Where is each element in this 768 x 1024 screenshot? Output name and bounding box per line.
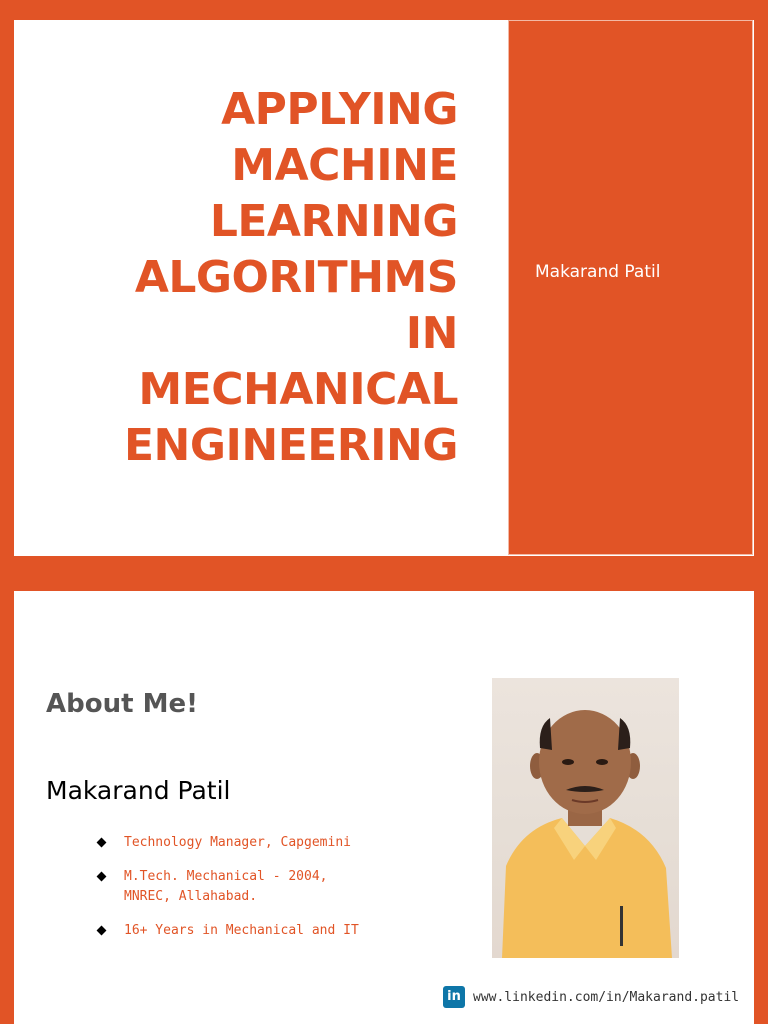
author-name: Makarand Patil <box>535 262 661 282</box>
person-name: Makarand Patil <box>46 776 231 805</box>
profile-photo <box>492 678 679 958</box>
diamond-bullet-icon <box>97 926 107 936</box>
bio-list <box>96 833 396 955</box>
about-heading: About Me! <box>46 689 198 719</box>
bullet-text: Technology Manager, Capgemini <box>124 835 351 850</box>
linkedin-url[interactable]: www.linkedin.com/in/Makarand.patil <box>473 989 740 1005</box>
diamond-bullet-icon <box>97 838 107 848</box>
presentation-title: APPLYING MACHINE LEARNING ALGORITHMS IN MECHANICAL ENGINEERING <box>124 84 458 471</box>
portrait-illustration <box>492 678 679 958</box>
linkedin-icon: in <box>443 986 465 1008</box>
list-item <box>96 833 396 853</box>
bullet-text: 16+ Years in Mechanical and IT <box>124 923 359 938</box>
list-item <box>96 921 396 941</box>
diamond-bullet-icon <box>97 872 107 882</box>
title-slide <box>14 20 754 556</box>
linkedin-link[interactable] <box>443 985 739 1009</box>
bullet-text: M.Tech. Mechanical - 2004, MNREC, Allahabad. <box>124 869 328 904</box>
about-slide <box>14 591 754 1024</box>
author-panel <box>508 20 753 555</box>
list-item <box>96 867 396 907</box>
